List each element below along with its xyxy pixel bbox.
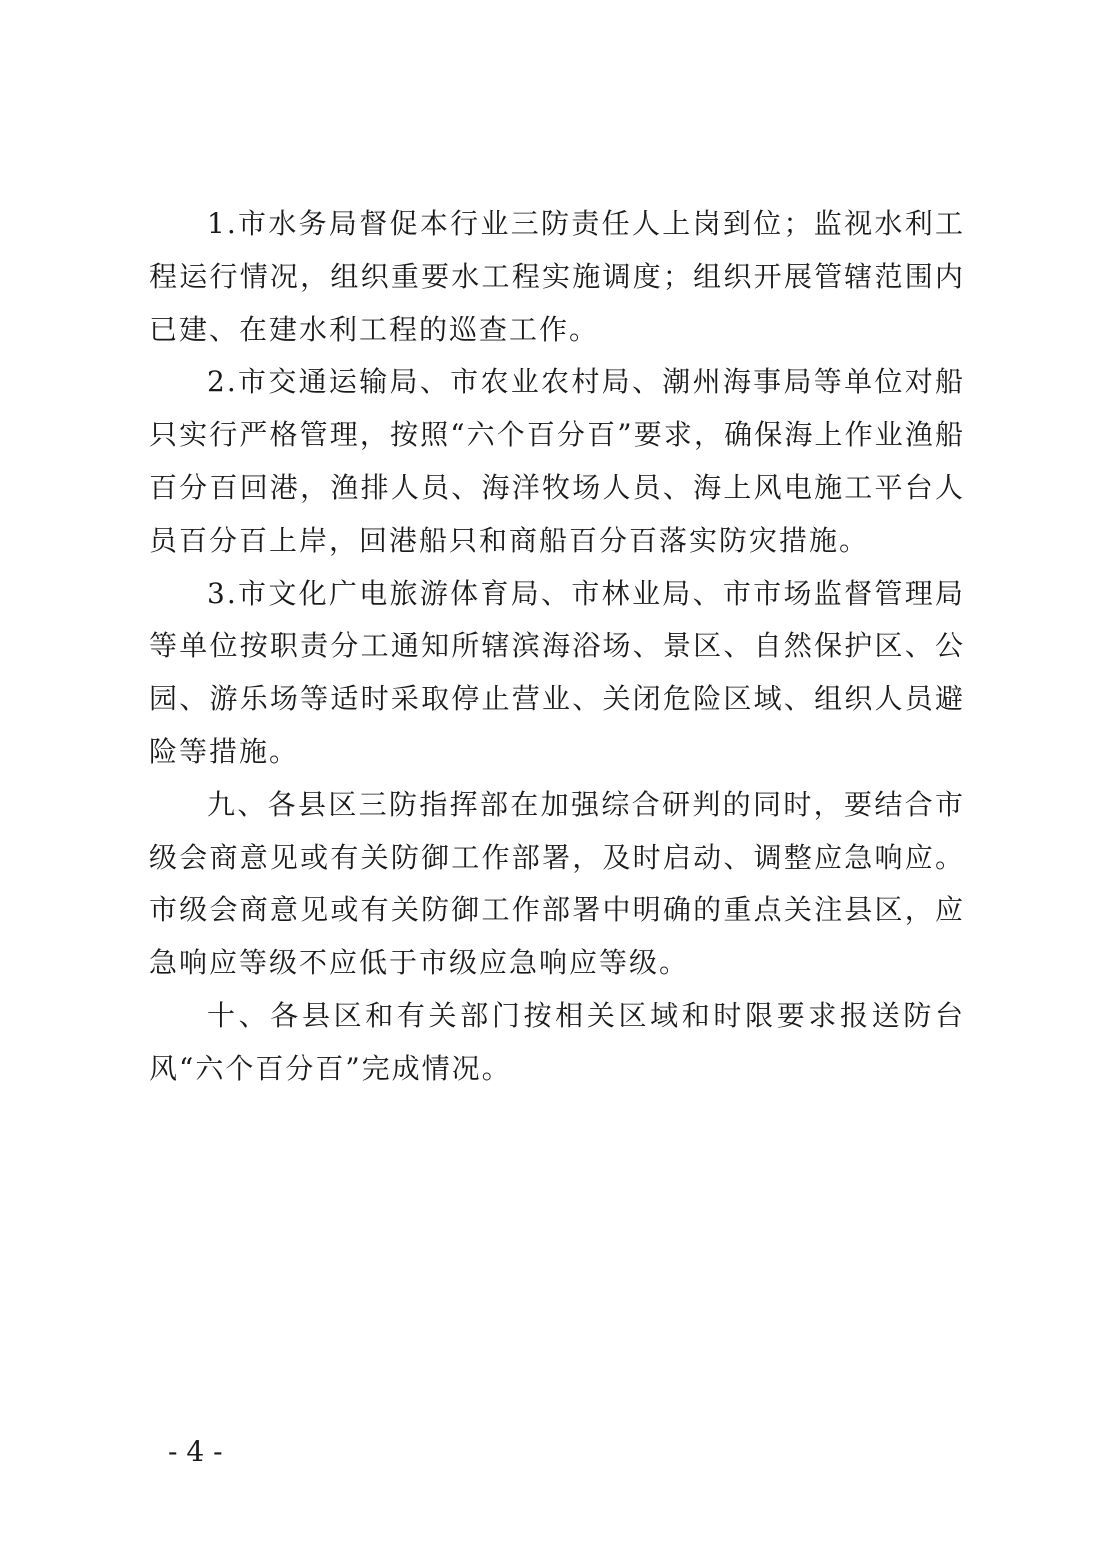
page-number: - 4 - — [168, 1435, 223, 1468]
paragraph-county-command: 九、各县区三防指挥部在加强综合研判的同时，要结合市级会商意见或有关防御工作部署，及时启动、调整应急响应。市级会商意见或有关防御工作部署中明确的重点关注县区，应急响应等级不应低于市级应急响应等级。 — [149, 787, 965, 980]
paragraph-reporting: 十、各县区和有关部门按相关区域和时限要求报送防台风“六个百分百”完成情况。 — [149, 998, 965, 1085]
document-body — [149, 198, 965, 1096]
paragraph-water-affairs: 1.市水务局督促本行业三防责任人上岗到位；监视水利工程运行情况，组织重要水工程实施调度；组织开展管辖范围内已建、在建水利工程的巡查工作。 — [149, 207, 965, 346]
paragraph-culture-tourism: 3.市文化广电旅游体育局、市林业局、市市场监督管理局等单位按职责分工通知所辖滨海浴场、景区、自然保护区、公园、游乐场等适时采取停止营业、关闭危险区域、组织人员避险等措施。 — [149, 576, 965, 768]
paragraph-transport-vessels: 2.市交通运输局、市农业农村局、潮州海事局等单位对船只实行严格管理，按照“六个百分百”要求，确保海上作业渔船百分百回港，渔排人员、海洋牧场人员、海上风电施工平台人员百分百上岸，回港船只和商船百分百落实防灾措施。 — [149, 365, 965, 557]
